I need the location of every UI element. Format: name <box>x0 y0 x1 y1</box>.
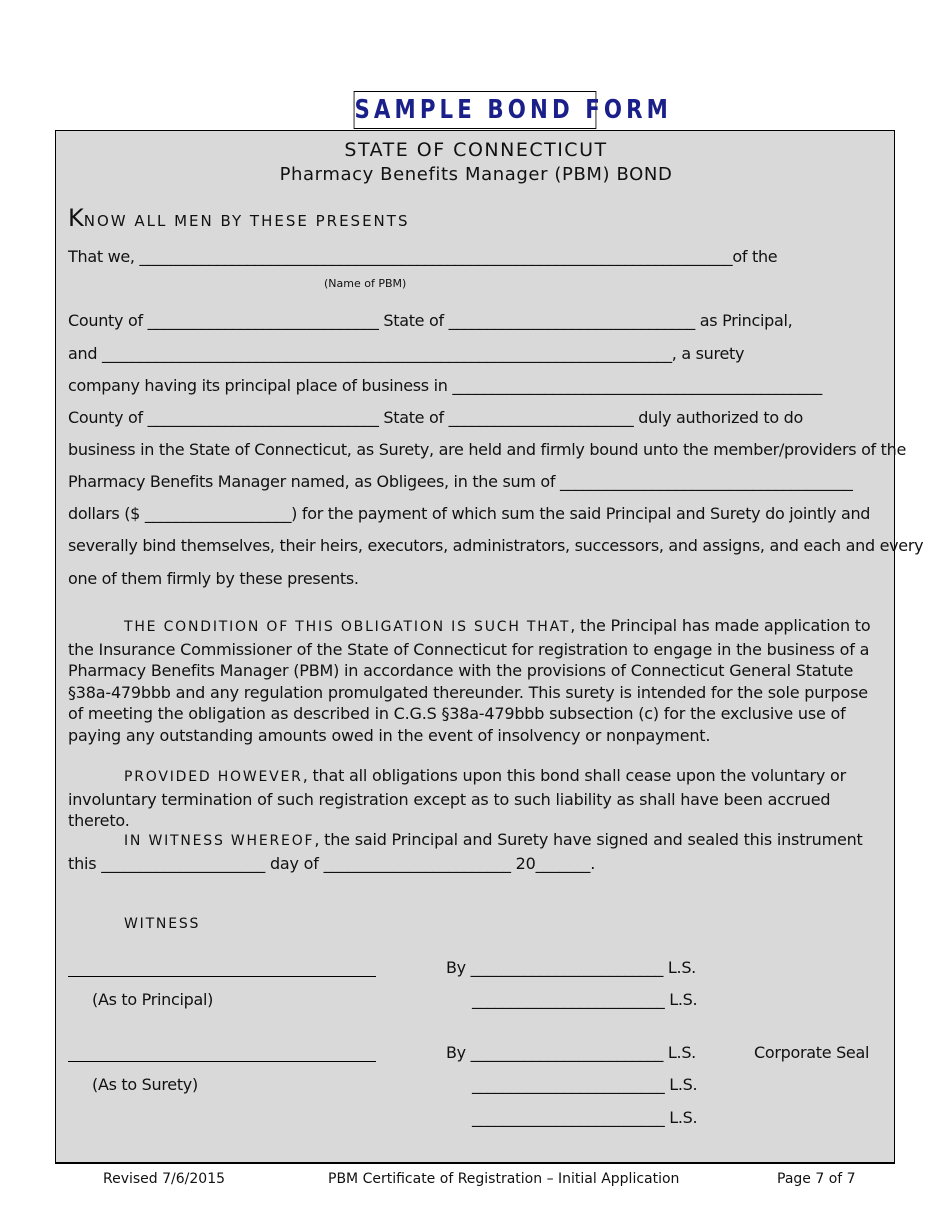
line-business-ct: business in the State of Connecticut, as Surety, are held and firmly bound unto the member/providers of the <box>68 440 907 459</box>
know-initial: K <box>68 204 84 232</box>
as-to-surety-label: (As to Surety) <box>92 1075 198 1094</box>
surety-ls-line-1: _________________________ L.S. <box>472 1075 698 1094</box>
condition-lead: THE CONDITION OF THIS OBLIGATION IS SUCH THAT <box>124 619 571 635</box>
corporate-seal-label: Corporate Seal <box>754 1043 870 1062</box>
line-surety: and __________________________________________________________________________, a surety <box>68 344 745 363</box>
surety-ls-line-2: _________________________ L.S. <box>472 1108 698 1127</box>
witness-label: WITNESS <box>124 916 201 932</box>
page-title: SAMPLE BOND FORM <box>354 91 597 129</box>
line-county-state-principal: County of ______________________________ State of ________________________________ as Principal, <box>68 311 793 330</box>
footer-center: PBM Certificate of Registration – Initial Application <box>328 1171 680 1187</box>
line-obligees-sum: Pharmacy Benefits Manager named, as Obligees, in the sum of ______________________________________ <box>68 472 853 491</box>
line-dollars: dollars ($ ___________________) for the payment of which sum the said Principal and Surety do jointly and <box>68 504 871 523</box>
bond-form-panel <box>55 130 924 1164</box>
provided-body: , that all obligations upon this bond shall cease upon the voluntary or involuntary termination of such registration except as to such liability as shall have been accrued thereto. <box>68 766 847 830</box>
condition-body: , the Principal has made application to the Insurance Commissioner of the State of Connecticut for registration to engage in the business of a Pharmacy Benefits Manager (PBM) in accordance with the provisions of Connecticut General Statute §38a-479bbb and any regulation promulgated thereunder. This surety is intended for the sole purpose of meeting the obligation as described in C.G.S §38a-479bbb subsection (c) for the exclusive use of paying any outstanding amounts owed in the event of insolvency or nonpayment. <box>68 616 871 745</box>
footer-page-number: Page 7 of 7 <box>777 1171 856 1187</box>
state-heading: STATE OF CONNECTICUT <box>344 139 608 161</box>
as-to-principal-label: (As to Principal) <box>92 990 214 1009</box>
provided-paragraph <box>68 765 886 832</box>
principal-by-line: By _________________________ L.S. <box>446 958 696 977</box>
line-severally: severally bind themselves, their heirs, executors, administrators, successors, and assigns, and each and every <box>68 536 924 555</box>
provided-lead: PROVIDED HOWEVER <box>124 769 303 785</box>
line-that-we: That we, _____________________________________________________________________________of the <box>68 247 778 266</box>
footer-revised: Revised 7/6/2015 <box>103 1171 226 1187</box>
know-rest: NOW ALL MEN BY THESE PRESENTS <box>83 212 410 230</box>
witness-paragraph <box>68 829 886 874</box>
name-of-pbm-caption: (Name of PBM) <box>324 277 407 290</box>
witness-body: , the said Principal and Surety have signed and sealed this instrument this _____________________ day of ________________________ 20_______. <box>68 830 863 873</box>
know-all-men-heading <box>68 204 409 232</box>
witness-lead: IN WITNESS WHEREOF <box>124 833 315 849</box>
condition-paragraph <box>68 615 886 746</box>
bond-heading: Pharmacy Benefits Manager (PBM) BOND <box>279 164 673 185</box>
principal-witness-signature-line[interactable] <box>68 976 376 977</box>
line-county-state-authorized: County of ______________________________ State of ________________________ duly authorized to do <box>68 408 803 427</box>
line-firmly: one of them firmly by these presents. <box>68 569 359 588</box>
principal-ls-line: _________________________ L.S. <box>472 990 698 1009</box>
line-principal-place: company having its principal place of business in ________________________________________________ <box>68 376 822 395</box>
surety-witness-signature-line[interactable] <box>68 1061 376 1062</box>
surety-by-line: By _________________________ L.S. <box>446 1043 696 1062</box>
